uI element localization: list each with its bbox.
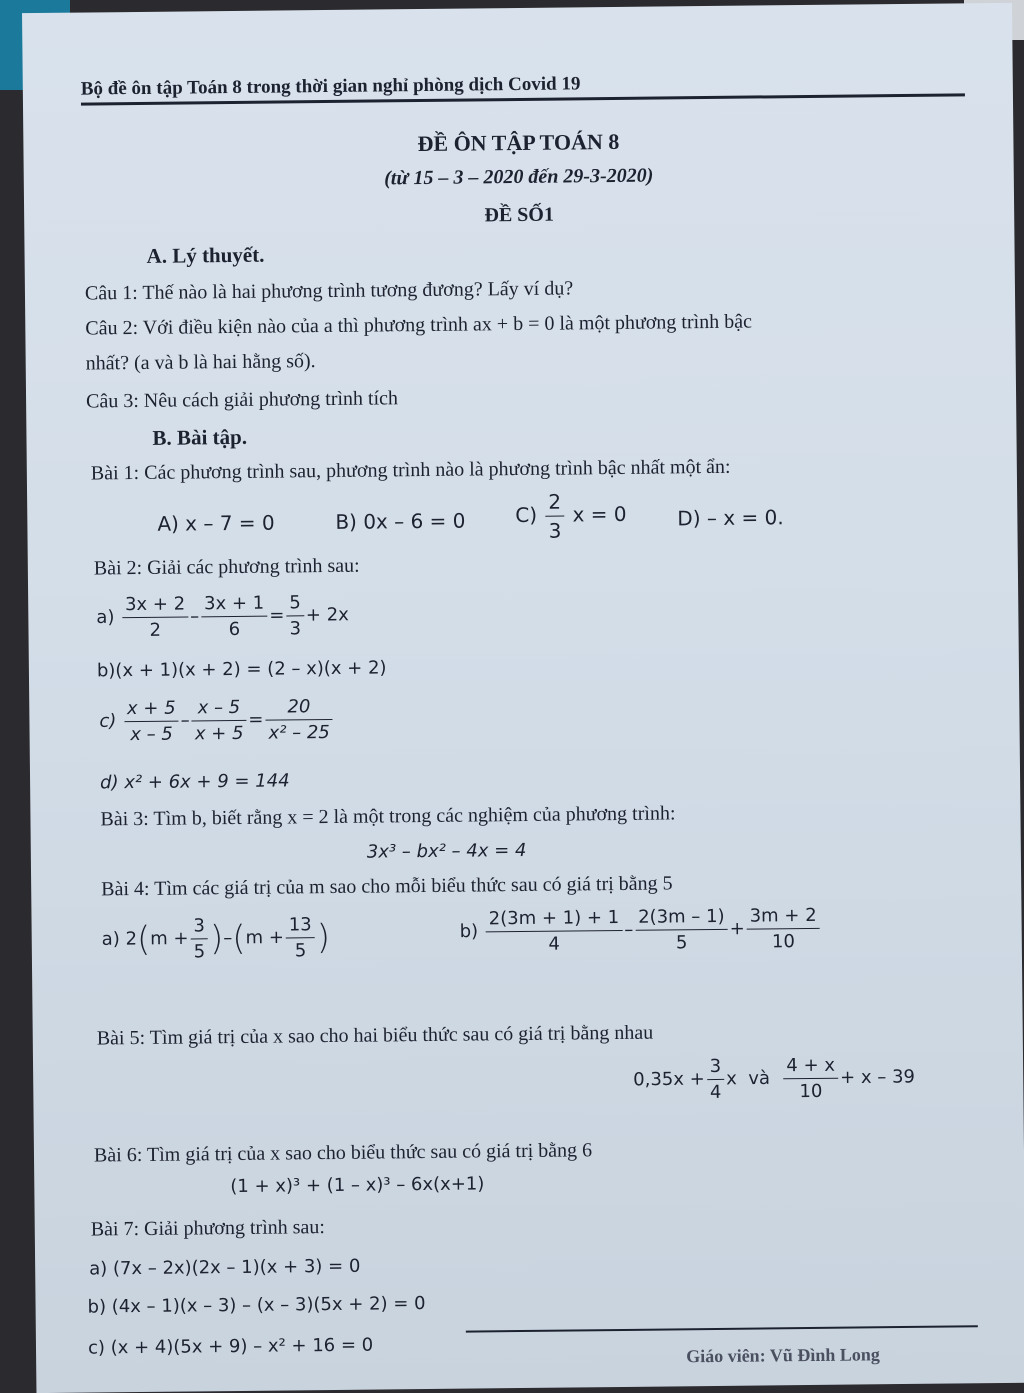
exercise-5: Bài 5: Tìm giá trị của x sao cho hai biểu thức sau có giá trị bằng nhau — [96, 1021, 654, 1050]
exam-number: ĐỀ SỐ1 — [484, 203, 555, 227]
option-c-rest: x = 0 — [572, 501, 627, 527]
footer-divider — [466, 1325, 978, 1332]
exercise-6: Bài 6: Tìm giá trị của x sao cho biểu thức sau có giá trị bằng 6 — [93, 1139, 593, 1167]
teacher-signature: Giáo viên: Vũ Đình Long — [686, 1344, 880, 1367]
exercise-6-expression: (1 + x)³ + (1 – x)³ – 6x(x+1) — [230, 1173, 485, 1198]
question-3: Câu 3: Nêu cách giải phương trình tích — [85, 387, 399, 413]
exercise-1: Bài 1: Các phương trình sau, phương trình nào là phương trình bậc nhất một ẩn: — [90, 455, 731, 485]
exercise-5-expressions: 0,35x + $\frac{3}{4}$ x và $\frac{4 + x}{10}$ + x – 39 — [633, 1054, 916, 1104]
exercise-2: Bài 2: Giải các phương trình sau: — [93, 554, 360, 580]
exercise-4: Bài 4: Tìm các giá trị của m sao cho mỗi biểu thức sau có giá trị bằng 5 — [101, 872, 673, 901]
exercise-2b: b)(x + 1)(x + 2) = (2 – x)(x + 2) — [96, 657, 387, 682]
worksheet-page — [22, 3, 1024, 1393]
exercise-2a: a) $\frac{3x + 2}{2}$ – $\frac{3x + 1}{6}$ = $\frac{5}{3}$ + 2x — [96, 592, 349, 641]
exercise-3-equation: 3x³ – bx² – 4x = 4 — [366, 839, 527, 863]
exercise-2d: d) x² + 6x + 9 = 144 — [99, 770, 290, 794]
option-a: A) x – 7 = 0 — [157, 510, 275, 536]
option-b: B) 0x – 6 = 0 — [335, 508, 466, 534]
document-header: Bộ đề ôn tập Toán 8 trong thời gian nghỉ phòng dịch Covid 19 — [80, 73, 581, 100]
option-c — [515, 489, 627, 543]
exercise-2c: c) $\frac{x + 5}{x - 5}$ – $\frac{x - 5}{x + 5}$ = $\frac{20}{\text{x² – 25}}$ — [99, 696, 335, 745]
question-1: Câu 1: Thế nào là hai phương trình tương đương? Lấy ví dụ? — [84, 277, 574, 305]
question-2-line-2: nhất? (a và b là hai hằng số). — [85, 350, 316, 375]
exercise-7b: b) (4x – 1)(x – 3) – (x – 3)(5x + 2) = 0 — [87, 1293, 426, 1318]
exercise-7a: a) (7x – 2x)(2x – 1)(x + 3) = 0 — [89, 1255, 361, 1280]
section-exercises: B. Bài tập. — [152, 424, 248, 450]
exercise-7: Bài 7: Giải phương trình sau: — [90, 1216, 326, 1241]
question-2-line-1: Câu 2: Với điều kiện nào của a thì phương trình ax + b = 0 là một phương trình bậc — [85, 310, 753, 340]
exercise-7c: c) (x + 4)(5x + 9) – x² + 16 = 0 — [87, 1334, 374, 1359]
option-d: D) – x = 0. — [677, 505, 784, 531]
exercise-3: Bài 3: Tìm b, biết rằng x = 2 là một trong các nghiệm của phương trình: — [100, 802, 676, 831]
date-range: (từ 15 – 3 – 2020 đến 29-3-2020) — [384, 164, 654, 190]
fraction: $\frac{2}{3}$ — [545, 490, 564, 543]
exercise-4a: a) 2(m + $\frac{3}{5}$ )–(m + $\frac{13}{5}$ ) — [101, 914, 331, 963]
page-title: ĐỀ ÔN TẬP TOÁN 8 — [417, 128, 620, 157]
exercise-4b: b) $\frac{2(3m + 1) + 1}{4}$ – $\frac{2(3m - 1)}{5}$ + $\frac{3m + 2}{10}$ — [459, 905, 822, 956]
section-theory: A. Lý thuyết. — [146, 242, 265, 268]
option-c-label: C) — [515, 502, 538, 528]
